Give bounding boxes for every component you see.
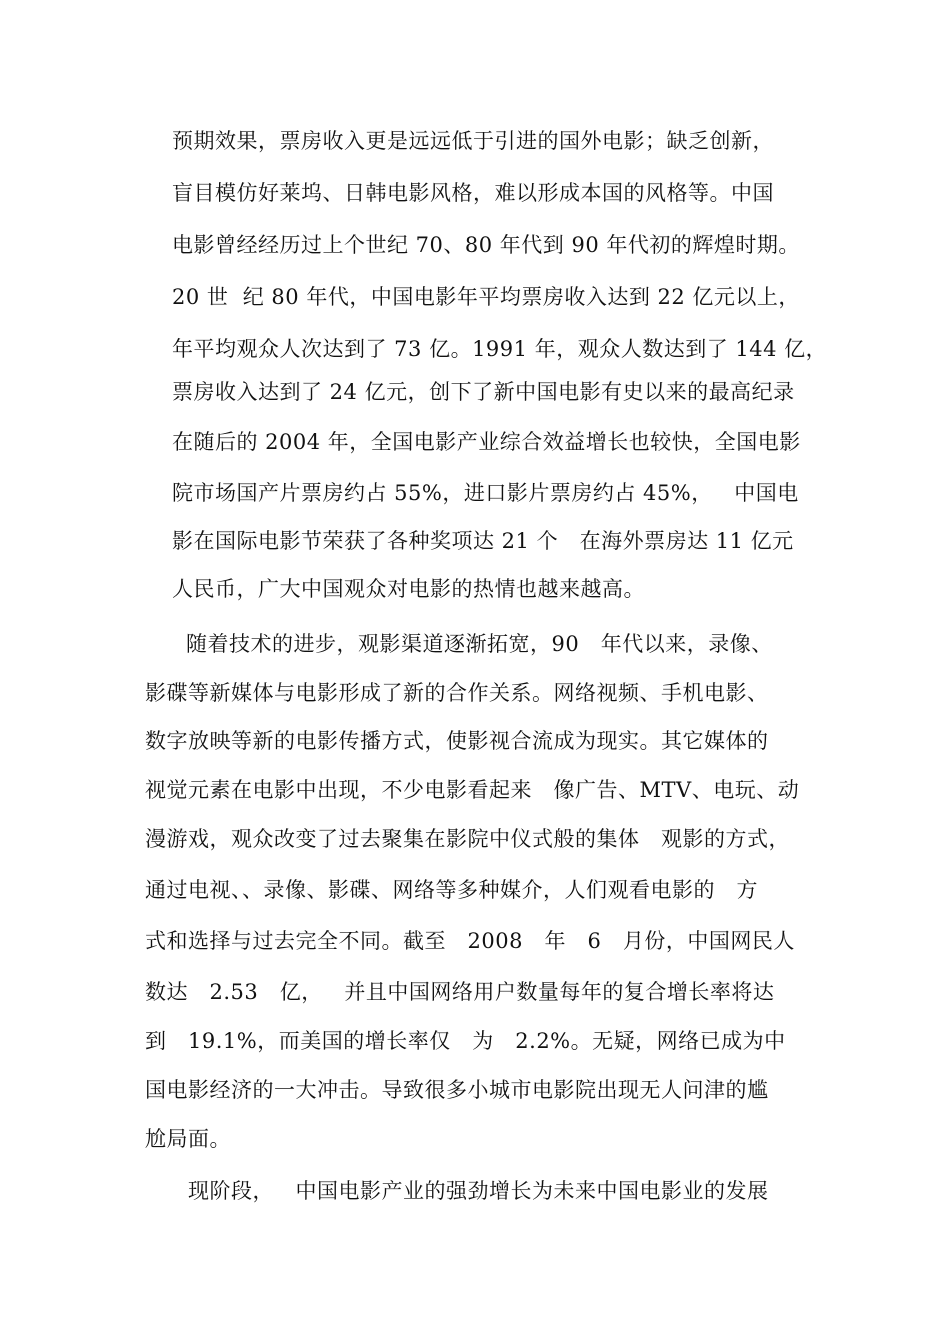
text-line: 预期效果，票房收入更是远远低于引进的国外电影；缺乏创新， — [172, 129, 774, 153]
text-line: 票房收入达到了 24 亿元，创下了新中国电影有史以来的最高纪录 — [172, 380, 795, 404]
text-line: 20 世 纪 80 年代，中国电影年平均票房收入达到 22 亿元以上， — [172, 285, 800, 309]
text-line: 院市场国产片票房约占 55%，进口影片票房约占 45%， 中国电 — [172, 481, 799, 505]
text-line: 式和选择与过去完全不同。截至 2008 年 6 月份，中国网民人 — [145, 929, 795, 953]
text-line: 数字放映等新的电影传播方式，使影视合流成为现实。其它媒体的 — [145, 729, 769, 753]
text-line: 人民币，广大中国观众对电影的热情也越来越高。 — [172, 577, 645, 601]
text-line: 漫游戏，观众改变了过去聚集在影院中仪式般的集体 观影的方式， — [145, 827, 791, 851]
text-line: 影碟等新媒体与电影形成了新的合作关系。网络视频、手机电影、 — [145, 681, 769, 705]
text-line: 年平均观众人次达到了 73 亿。1991 年，观众人数达到了 144 亿， — [172, 337, 828, 361]
text-line: 盲目模仿好莱坞、日韩电影风格，难以形成本国的风格等。中国 — [172, 181, 774, 205]
text-line: 电影曾经经历过上个世纪 70、80 年代到 90 年代初的辉煌时期。 — [172, 233, 800, 257]
text-line: 在随后的 2004 年，全国电影产业综合效益增长也较快，全国电影 — [172, 430, 801, 454]
text-line: 数达 2.53 亿， 并且中国网络用户数量每年的复合增长率将达 — [145, 980, 775, 1004]
text-line: 影在国际电影节荣获了各种奖项达 21 个 在海外票房达 11 亿元 — [172, 529, 794, 553]
text-line: 视觉元素在电影中出现，不少电影看起来 像广告、MTV、电玩、动 — [145, 778, 800, 802]
text-line: 尬局面。 — [145, 1127, 231, 1151]
text-line: 国电影经济的一大冲击。导致很多小城市电影院出现无人问津的尴 — [145, 1078, 769, 1102]
text-line: 随着技术的进步，观影渠道逐渐拓宽，90 年代以来，录像、 — [186, 632, 773, 656]
text-line: 到 19.1%，而美国的增长率仅 为 2.2%。无疑，网络已成为中 — [145, 1029, 786, 1053]
text-line: 现阶段， 中国电影产业的强劲增长为未来中国电影业的发展 — [188, 1179, 769, 1203]
text-line: 通过电视、、录像、影碟、网络等多种媒介，人们观看电影的 方 — [145, 878, 759, 902]
